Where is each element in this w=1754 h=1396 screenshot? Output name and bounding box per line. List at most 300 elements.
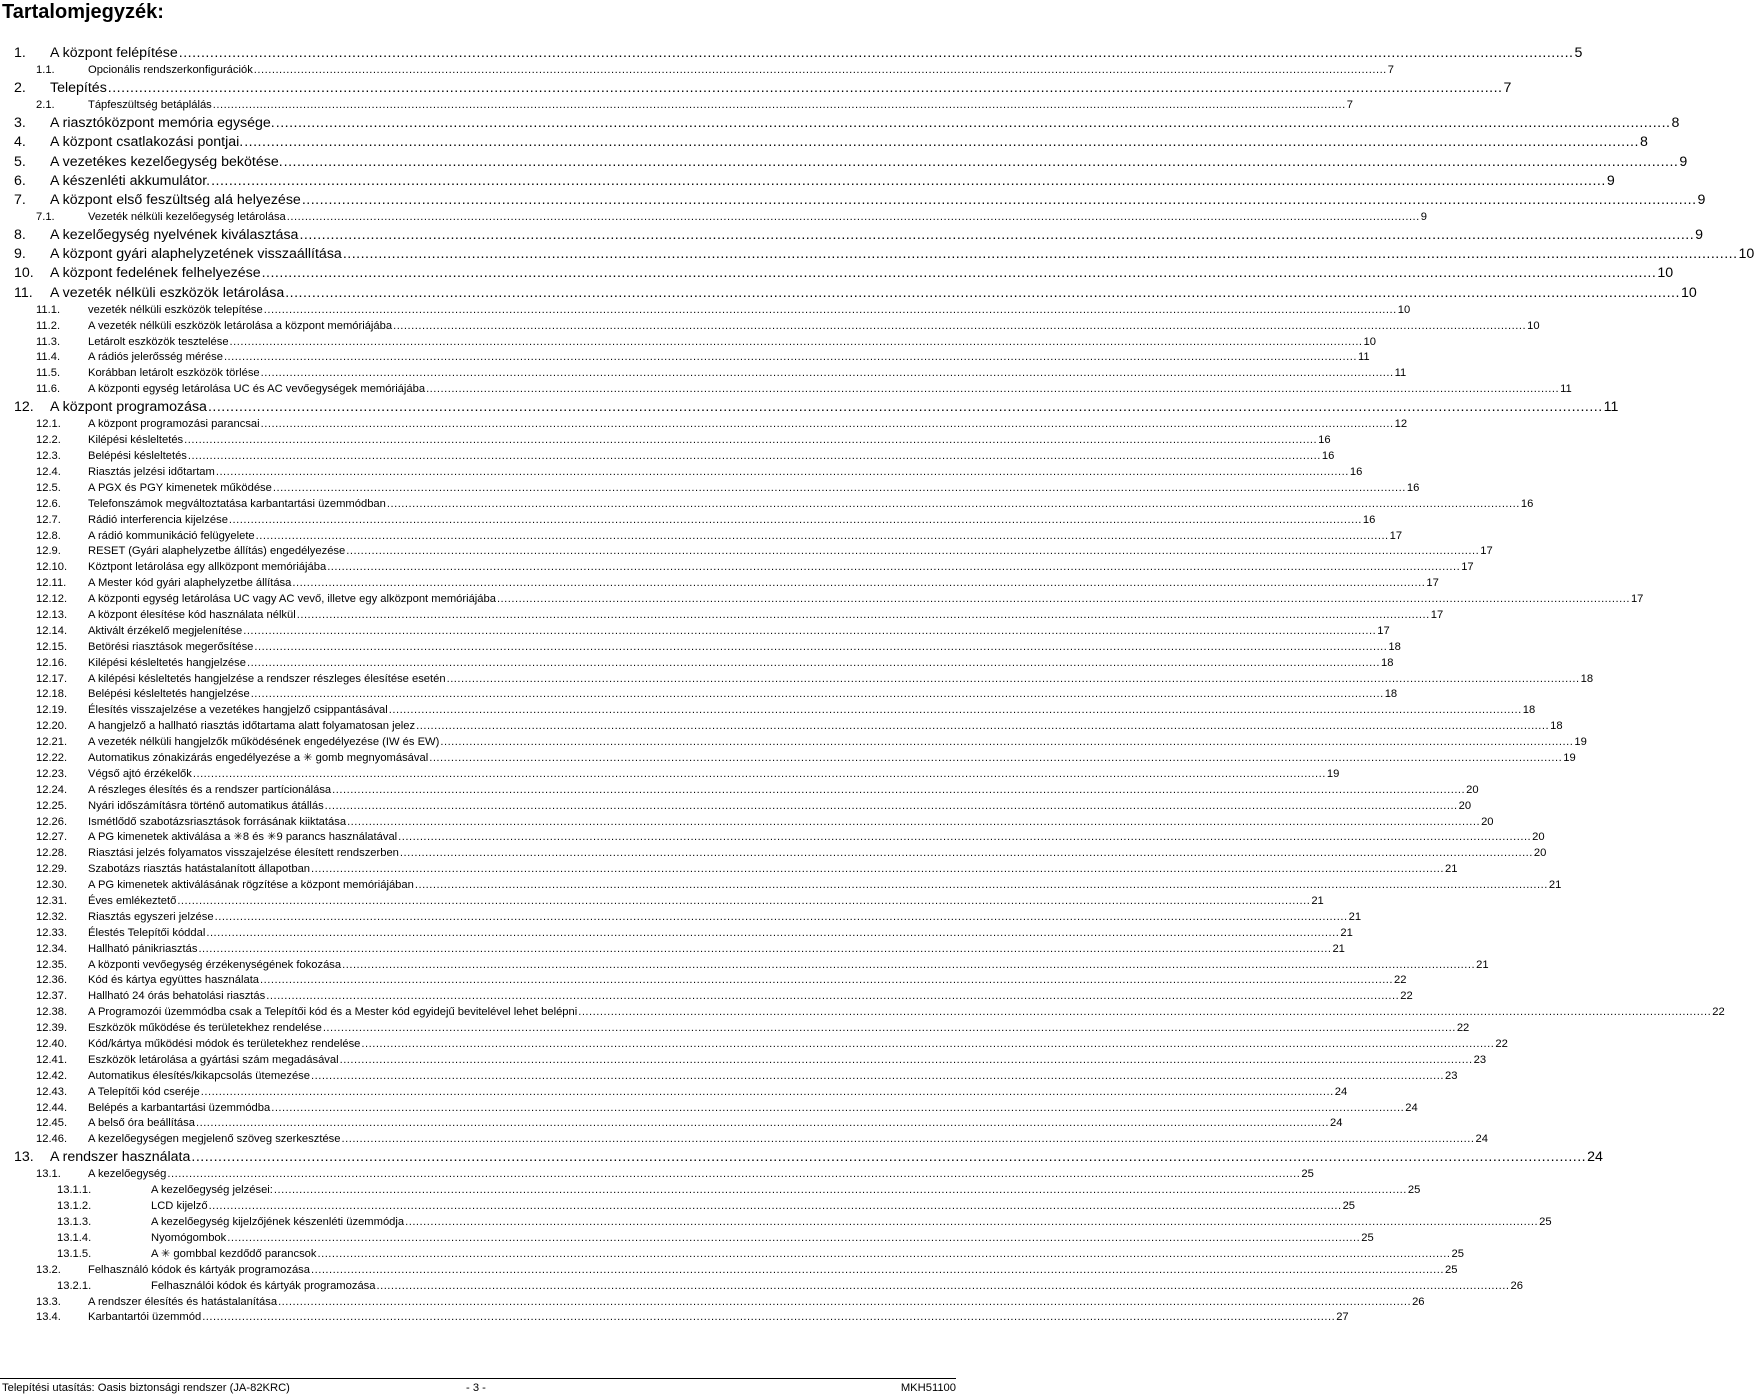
toc-dot-leader — [209, 1199, 1342, 1215]
toc-entry-number: 12.29. — [36, 863, 68, 876]
toc-entry[interactable] — [0, 1037, 1508, 1053]
toc-dot-leader — [262, 264, 1657, 283]
toc-entry[interactable] — [0, 79, 1512, 98]
toc-entry-page: 20 — [1458, 799, 1472, 812]
toc-entry[interactable] — [0, 608, 1444, 624]
toc-entry[interactable] — [0, 989, 1413, 1005]
toc-entry-number: 12.23. — [36, 767, 68, 780]
toc-entry-number: 12.5. — [36, 481, 61, 494]
toc-entry[interactable] — [0, 1183, 1421, 1199]
toc-entry-number: 13.3. — [36, 1295, 61, 1308]
toc-dot-leader — [578, 1005, 1711, 1021]
toc-entry[interactable] — [0, 862, 1458, 878]
toc-entry-page: 10 — [1397, 303, 1411, 316]
toc-entry-number: 13.1.1. — [57, 1184, 92, 1197]
toc-entry[interactable] — [0, 529, 1403, 545]
toc-entry[interactable] — [0, 640, 1401, 656]
toc-entry-title: Belépés a karbantartási üzemmódba — [88, 1101, 271, 1114]
toc-entry-title: Köztpont letárolása egy allközpont memóriájába — [88, 561, 327, 574]
toc-entry-title: Felhasználó kódok és kártyák programozása — [88, 1263, 310, 1276]
toc-entry[interactable] — [0, 735, 1587, 751]
toc-dot-leader — [311, 862, 1444, 878]
toc-dot-leader — [206, 926, 1339, 942]
toc-entry-number: 12.11. — [36, 577, 67, 590]
toc-entry-page: 19 — [1574, 736, 1587, 749]
toc-entry-page: 16 — [1406, 481, 1420, 494]
toc-dot-leader — [343, 245, 1738, 264]
toc-entry-number: 11. — [14, 284, 33, 301]
toc-entry-title: A vezeték nélküli hangjelzők működésének engedélyezése (IW és EW) — [88, 736, 440, 749]
toc-dot-leader — [266, 989, 1399, 1005]
toc-entry[interactable] — [0, 1005, 1725, 1021]
toc-dot-leader — [216, 465, 1349, 481]
toc-entry-number: 12.8. — [36, 529, 61, 542]
toc-entry[interactable] — [0, 226, 1704, 245]
toc-entry-number: 11.2. — [36, 319, 61, 332]
toc-entry-title: A vezeték nélküli eszközök letárolása — [50, 284, 285, 301]
toc-entry[interactable] — [0, 284, 1697, 303]
toc-entry[interactable] — [0, 1231, 1374, 1247]
toc-entry-title: A központ fedelének felhelyezése — [50, 265, 261, 282]
toc-entry[interactable] — [0, 303, 1411, 319]
toc-entry-page: 17 — [1377, 624, 1390, 637]
toc-entry[interactable] — [0, 815, 1494, 831]
toc-entry-title: Kód/kártya működési módok és területekhez rendelése — [88, 1038, 361, 1050]
toc-entry-page: 25 — [1301, 1168, 1314, 1181]
toc-entry-page: 25 — [1342, 1200, 1356, 1213]
toc-dot-leader — [227, 1231, 1360, 1247]
toc-entry-page: 24 — [1475, 1133, 1488, 1146]
page-footer — [0, 1378, 956, 1395]
toc-entry-page: 23 — [1473, 1053, 1487, 1066]
toc-entry-title: Kilépési késleltetés — [88, 434, 184, 447]
toc-entry-number: 3. — [14, 115, 26, 132]
toc-entry[interactable] — [0, 926, 1353, 942]
toc-entry-title: A PG kimenetek aktiválása a ✳8 és ✳9 parancs használatával — [88, 831, 398, 844]
toc-dot-leader — [342, 1132, 1475, 1148]
toc-entry[interactable] — [0, 1148, 1603, 1167]
toc-dot-leader — [405, 1215, 1538, 1231]
toc-entry-page: 5 — [1574, 45, 1583, 61]
toc-entry-title: A központ élesítése kód használata nélkül — [88, 608, 296, 621]
toc-entry[interactable] — [0, 846, 1547, 862]
toc-entry[interactable] — [0, 449, 1335, 465]
toc-entry[interactable] — [0, 910, 1362, 926]
toc-dot-leader — [167, 1167, 1300, 1183]
toc-dot-leader — [264, 303, 1397, 319]
toc-dot-leader — [193, 767, 1326, 783]
toc-entry-number: 12.44. — [36, 1101, 68, 1114]
toc-entry[interactable] — [0, 319, 1540, 335]
toc-dot-leader — [389, 703, 1522, 719]
toc-entry-title: Eszközök működése és területekhez rendelése — [88, 1022, 322, 1035]
toc-entry-number: 12.25. — [36, 799, 68, 812]
toc-dot-leader — [285, 284, 1680, 303]
toc-dot-leader — [361, 1037, 1494, 1053]
toc-entry[interactable] — [0, 245, 1754, 264]
toc-entry[interactable] — [0, 1116, 1343, 1132]
toc-entry-title: A kezelőegység jelzései: — [151, 1184, 273, 1197]
toc-entry[interactable] — [0, 1167, 1314, 1183]
toc-entry[interactable] — [0, 1247, 1464, 1263]
toc-dot-leader — [292, 576, 1425, 592]
toc-entry-number: 12.40. — [36, 1038, 68, 1050]
toc-dot-leader — [251, 687, 1384, 703]
toc-entry[interactable] — [0, 1295, 1425, 1311]
toc-entry-number: 12.18. — [36, 688, 68, 701]
toc-entry-number: 12.39. — [36, 1022, 68, 1035]
toc-entry-title: A központi vevőegység érzékenységének fokozása — [88, 958, 342, 971]
toc-entry[interactable] — [0, 560, 1474, 576]
toc-entry-page: 21 — [1311, 894, 1324, 907]
toc-entry-number: 7. — [14, 191, 26, 208]
toc-entry[interactable] — [0, 1101, 1418, 1117]
toc-entry-page: 25 — [1407, 1184, 1421, 1197]
toc-entry-title: A rendszer használata — [50, 1149, 191, 1166]
toc-entry[interactable] — [0, 433, 1331, 449]
toc-entry[interactable] — [0, 544, 1493, 560]
toc-entry-page: 10 — [1680, 284, 1697, 301]
toc-entry-page: 7 — [1346, 99, 1353, 112]
toc-entry[interactable] — [0, 624, 1390, 640]
toc-entry[interactable] — [0, 942, 1345, 958]
toc-entry-page: 17 — [1480, 545, 1493, 558]
toc-dot-leader — [347, 815, 1480, 831]
toc-entry-number: 12.30. — [36, 879, 68, 892]
toc-dot-leader — [177, 894, 1310, 910]
toc-dot-leader — [201, 1085, 1334, 1101]
toc-entry-page: 25 — [1361, 1231, 1374, 1244]
toc-entry-page: 10 — [1657, 265, 1674, 282]
toc-entry-title: A Programozói üzemmódba csak a Telepítői kód és a Mester kód egyidejű bevitelével lehet belépni — [88, 1006, 578, 1019]
toc-entry-page: 17 — [1389, 529, 1403, 542]
toc-entry-page: 16 — [1318, 434, 1331, 447]
toc-entry-title: Vezeték nélküli kezelőegység letárolása — [88, 211, 286, 224]
toc-entry-number: 12.36. — [36, 974, 68, 987]
toc-entry[interactable] — [0, 894, 1324, 910]
toc-dot-leader — [426, 382, 1559, 398]
toc-dot-leader — [276, 114, 1671, 133]
toc-entry[interactable] — [0, 767, 1340, 783]
toc-dot-leader — [429, 751, 1562, 767]
toc-entry-page: 10 — [1738, 246, 1754, 263]
toc-entry-number: 1.1. — [36, 64, 55, 77]
toc-dot-leader — [278, 1295, 1411, 1311]
toc-dot-leader — [346, 544, 1479, 560]
toc-entry-page: 25 — [1445, 1263, 1458, 1276]
toc-entry-number: 13. — [14, 1149, 34, 1166]
toc-entry[interactable] — [0, 1199, 1356, 1215]
toc-dot-leader — [243, 624, 1376, 640]
toc-dot-leader — [284, 153, 1679, 172]
toc-entry-page: 7 — [1503, 80, 1512, 97]
toc-entry-title: Riasztás jelzési időtartam — [88, 465, 215, 478]
toc-entry[interactable] — [0, 350, 1370, 366]
toc-entry-page: 8 — [1671, 115, 1680, 132]
toc-entry-title: vezeték nélküli eszközök telepítése — [88, 303, 263, 316]
toc-dot-leader — [447, 672, 1580, 688]
toc-dot-leader — [184, 433, 1317, 449]
toc-entry-title: Telepítés — [50, 80, 107, 97]
toc-entry-number: 11.5. — [36, 367, 61, 380]
toc-entry[interactable] — [0, 335, 1376, 351]
toc-entry-page: 22 — [1495, 1038, 1508, 1050]
toc-entry[interactable] — [0, 1085, 1348, 1101]
toc-entry-number: 6. — [14, 172, 26, 189]
toc-entry-page: 17 — [1430, 608, 1444, 621]
toc-entry-title: Opcionális rendszerkonfigurációk — [88, 64, 253, 77]
toc-entry[interactable] — [0, 417, 1408, 433]
toc-dot-leader — [323, 1021, 1456, 1037]
toc-entry-title: A kezelőegység — [88, 1168, 167, 1181]
toc-entry[interactable] — [0, 513, 1376, 529]
toc-dot-leader — [198, 942, 1331, 958]
toc-entry-page: 18 — [1550, 720, 1563, 733]
toc-entry-number: 1. — [14, 45, 26, 61]
toc-entry-title: Hallható pánikriasztás — [88, 942, 198, 955]
toc-dot-leader — [244, 133, 1639, 152]
toc-entry[interactable] — [0, 958, 1489, 974]
toc-dot-leader — [311, 1069, 1444, 1085]
toc-dot-leader — [311, 1263, 1444, 1279]
toc-entry[interactable] — [0, 878, 1562, 894]
toc-entry-number: 12.43. — [36, 1085, 68, 1098]
toc-entry[interactable] — [0, 481, 1420, 497]
toc-entry-title: A központi egység letárolása UC és AC vevőegységek memóriájába — [88, 383, 426, 396]
toc-entry[interactable] — [0, 172, 1615, 191]
toc-dot-leader — [297, 608, 1430, 624]
toc-entry[interactable] — [0, 366, 1407, 382]
toc-entry-title: Végső ajtó érzékelők — [88, 767, 192, 780]
toc-entry-title: Letárolt eszközök tesztelése — [88, 335, 229, 348]
toc-dot-leader — [497, 592, 1630, 608]
toc-dot-leader — [325, 799, 1458, 815]
toc-entry[interactable] — [0, 687, 1398, 703]
toc-dot-leader — [332, 783, 1465, 799]
toc-dot-leader — [256, 529, 1389, 545]
toc-entry-page: 23 — [1445, 1069, 1458, 1082]
toc-entry[interactable] — [0, 1021, 1470, 1037]
footer-document-title: Telepítési utasítás: Oasis biztonsági rendszer (JA-82KRC) — [2, 1382, 290, 1394]
toc-dot-leader — [317, 1247, 1450, 1263]
toc-dot-leader — [302, 191, 1697, 210]
toc-dot-leader — [191, 1148, 1586, 1167]
toc-entry-number: 12.28. — [36, 847, 68, 860]
toc-dot-leader — [196, 1116, 1329, 1132]
toc-entry-title: Korábban letárolt eszközök törlése — [88, 367, 260, 380]
toc-entry-page: 22 — [1394, 974, 1407, 987]
toc-entry[interactable] — [0, 830, 1545, 846]
toc-entry-number: 12.34. — [36, 942, 68, 955]
toc-entry-page: 19 — [1326, 767, 1340, 780]
toc-entry-number: 7.1. — [36, 211, 55, 224]
toc-entry-page: 16 — [1362, 513, 1376, 526]
toc-entry-number: 5. — [14, 153, 26, 170]
toc-entry-title: A belső óra beállítása — [88, 1117, 195, 1130]
toc-entry-title: Belépési késleltetés — [88, 450, 187, 463]
toc-entry-page: 18 — [1580, 672, 1594, 685]
toc-entry-page: 7 — [1387, 64, 1395, 77]
toc-entry[interactable] — [0, 783, 1479, 799]
toc-entry-page: 25 — [1451, 1247, 1464, 1260]
toc-entry-number: 12.7. — [36, 513, 61, 526]
toc-entry-page: 12 — [1394, 418, 1408, 431]
toc-entry-number: 12.24. — [36, 783, 68, 796]
toc-entry[interactable] — [0, 1132, 1488, 1148]
toc-entry-page: 24 — [1405, 1101, 1418, 1114]
toc-entry[interactable] — [0, 672, 1594, 688]
toc-entry-title: Nyomógombok — [151, 1231, 227, 1244]
toc-entry-title: A PG kimenetek aktiválásának rögzítése a központ memóriájában — [88, 879, 414, 892]
toc-entry-page: 9 — [1679, 153, 1688, 170]
toc-entry-title: A rádió kommunikáció felügyelete — [88, 529, 255, 542]
toc-entry-title: Riasztás egyszeri jelzése — [88, 910, 214, 923]
toc-entry[interactable] — [0, 1053, 1487, 1069]
toc-entry-number: 2. — [14, 80, 26, 97]
toc-entry-number: 12.1. — [36, 418, 61, 431]
toc-entry-number: 11.4. — [36, 351, 61, 364]
toc-entry[interactable] — [0, 592, 1644, 608]
toc-entry-page: 18 — [1522, 704, 1536, 717]
toc-entry[interactable] — [0, 497, 1534, 513]
toc-entry[interactable] — [0, 973, 1407, 989]
toc-dot-leader — [224, 350, 1357, 366]
toc-dot-leader — [211, 172, 1606, 191]
toc-entry-number: 12.3. — [36, 450, 61, 463]
toc-entry-page: 21 — [1332, 942, 1345, 955]
toc-entry-page: 9 — [1695, 226, 1704, 243]
toc-entry[interactable] — [0, 576, 1439, 592]
toc-entry-number: 12.21. — [36, 736, 68, 749]
toc-entry[interactable] — [0, 210, 1428, 226]
toc-dot-leader — [274, 1183, 1407, 1199]
toc-entry[interactable] — [0, 1069, 1458, 1085]
toc-dot-leader — [254, 63, 1387, 79]
toc-entry-page: 11 — [1603, 399, 1619, 416]
toc-entry-number: 12.35. — [36, 958, 68, 971]
toc-entry[interactable] — [0, 1279, 1523, 1295]
toc-entry[interactable] — [0, 398, 1619, 417]
toc-entry-title: Élesítés visszajelzése a vezetékes hangjelző csippantásával — [88, 704, 388, 717]
toc-entry[interactable] — [0, 153, 1688, 172]
toc-entry-page: 8 — [1639, 134, 1648, 151]
toc-entry-number: 8. — [14, 226, 26, 243]
toc-entry-number: 12.10. — [36, 561, 68, 574]
toc-entry-page: 11 — [1394, 367, 1407, 380]
toc-entry-title: Eszközök letárolása a gyártási szám megadásával — [88, 1053, 339, 1066]
toc-entry-number: 9. — [14, 246, 26, 263]
toc-entry-title: A központ első feszültség alá helyezése — [50, 191, 301, 208]
toc-entry-number: 12.38. — [36, 1006, 68, 1019]
toc-dot-leader — [261, 417, 1394, 433]
toc-entry-number: 13.4. — [36, 1311, 61, 1324]
toc-entry[interactable] — [0, 114, 1680, 133]
toc-dot-leader — [273, 481, 1406, 497]
toc-dot-leader — [179, 44, 1574, 63]
toc-entry-title: Automatikus zónakizárás engedélyezése a ✳ gomb megnyomásával — [88, 751, 429, 764]
toc-entry-page: 18 — [1380, 656, 1394, 669]
toc-entry-number: 10. — [14, 265, 34, 282]
toc-entry[interactable] — [0, 133, 1648, 152]
toc-entry[interactable] — [0, 1310, 1349, 1326]
toc-dot-leader — [229, 513, 1362, 529]
toc-dot-leader — [342, 958, 1475, 974]
toc-entry-page: 11 — [1357, 351, 1370, 364]
toc-entry-title: A PGX és PGY kimenetek működése — [88, 481, 272, 494]
toc-entry-number: 12.26. — [36, 815, 68, 828]
toc-entry[interactable] — [0, 63, 1395, 79]
table-of-contents — [0, 44, 1754, 1326]
toc-dot-leader — [387, 497, 1520, 513]
toc-entry[interactable] — [0, 191, 1706, 210]
toc-entry-page: 22 — [1400, 990, 1413, 1003]
toc-entry-number: 13.1. — [36, 1168, 61, 1181]
toc-entry[interactable] — [0, 799, 1472, 815]
toc-dot-leader — [188, 449, 1321, 465]
toc-entry-number: 12.42. — [36, 1069, 68, 1082]
toc-dot-leader — [393, 319, 1526, 335]
toc-entry-title: Rádió interferencia kijelzése — [88, 513, 228, 526]
toc-dot-leader — [327, 560, 1460, 576]
toc-entry-page: 20 — [1533, 847, 1547, 860]
toc-entry[interactable] — [0, 656, 1394, 672]
toc-entry-title: A vezetékes kezelőegység bekötése. — [50, 153, 283, 170]
toc-entry-title: Hallható 24 órás behatolási riasztás — [88, 990, 266, 1003]
toc-entry-number: 12. — [14, 399, 34, 416]
toc-entry-title: Éves emlékeztető — [88, 894, 177, 907]
toc-entry-page: 25 — [1539, 1216, 1552, 1229]
toc-entry[interactable] — [0, 264, 1674, 283]
toc-entry[interactable] — [0, 98, 1353, 114]
toc-entry[interactable] — [0, 1215, 1552, 1231]
toc-entry-title: A kezelőegység nyelvének kiválasztása — [50, 226, 299, 243]
toc-entry-page: 11 — [1560, 383, 1572, 396]
toc-entry-title: Betörési riasztások megerősítése — [88, 640, 254, 653]
toc-entry-title: Felhasználói kódok és kártyák programozása — [151, 1279, 376, 1292]
toc-entry-title: A riasztóközpont memória egysége. — [50, 115, 275, 132]
toc-entry[interactable] — [0, 703, 1536, 719]
toc-entry[interactable] — [0, 1263, 1458, 1279]
toc-entry-number: 4. — [14, 134, 26, 151]
toc-dot-leader — [400, 846, 1533, 862]
toc-entry[interactable] — [0, 382, 1572, 398]
toc-entry-page: 9 — [1420, 211, 1428, 224]
toc-entry-title: Telefonszámok megváltoztatása karbantartási üzemmódban — [88, 497, 386, 510]
footer-document-code: MKH51100 — [900, 1382, 956, 1394]
toc-entry-page: 24 — [1587, 1149, 1603, 1166]
toc-entry-title: Aktivált érzékelő megjelenítése — [88, 624, 243, 637]
toc-entry-title: A ✳ gombbal kezdődő parancsok — [151, 1247, 317, 1260]
toc-dot-leader — [398, 830, 1531, 846]
toc-entry-title: A készenléti akkumulátor. — [50, 172, 211, 189]
toc-entry[interactable] — [0, 44, 1583, 63]
toc-entry-number: 13.2. — [36, 1263, 61, 1276]
toc-entry-title: A kilépési késleltetés hangjelzése a rendszer részleges élesítése esetén — [88, 672, 446, 685]
toc-entry-title: Kilépési késleltetés hangjelzése — [88, 656, 246, 669]
toc-entry-page: 10 — [1363, 335, 1376, 348]
toc-entry[interactable] — [0, 751, 1576, 767]
toc-entry[interactable] — [0, 465, 1363, 481]
toc-entry-number: 13.1.4. — [57, 1231, 92, 1244]
toc-entry-page: 9 — [1697, 191, 1706, 208]
toc-dot-leader — [215, 910, 1348, 926]
toc-entry-page: 20 — [1532, 831, 1545, 844]
toc-entry[interactable] — [0, 719, 1563, 735]
toc-entry-page: 18 — [1384, 688, 1398, 701]
toc-entry-title: A központ csatlakozási pontjai. — [50, 134, 244, 151]
toc-dot-leader — [261, 366, 1394, 382]
toc-entry-page: 16 — [1349, 465, 1363, 478]
